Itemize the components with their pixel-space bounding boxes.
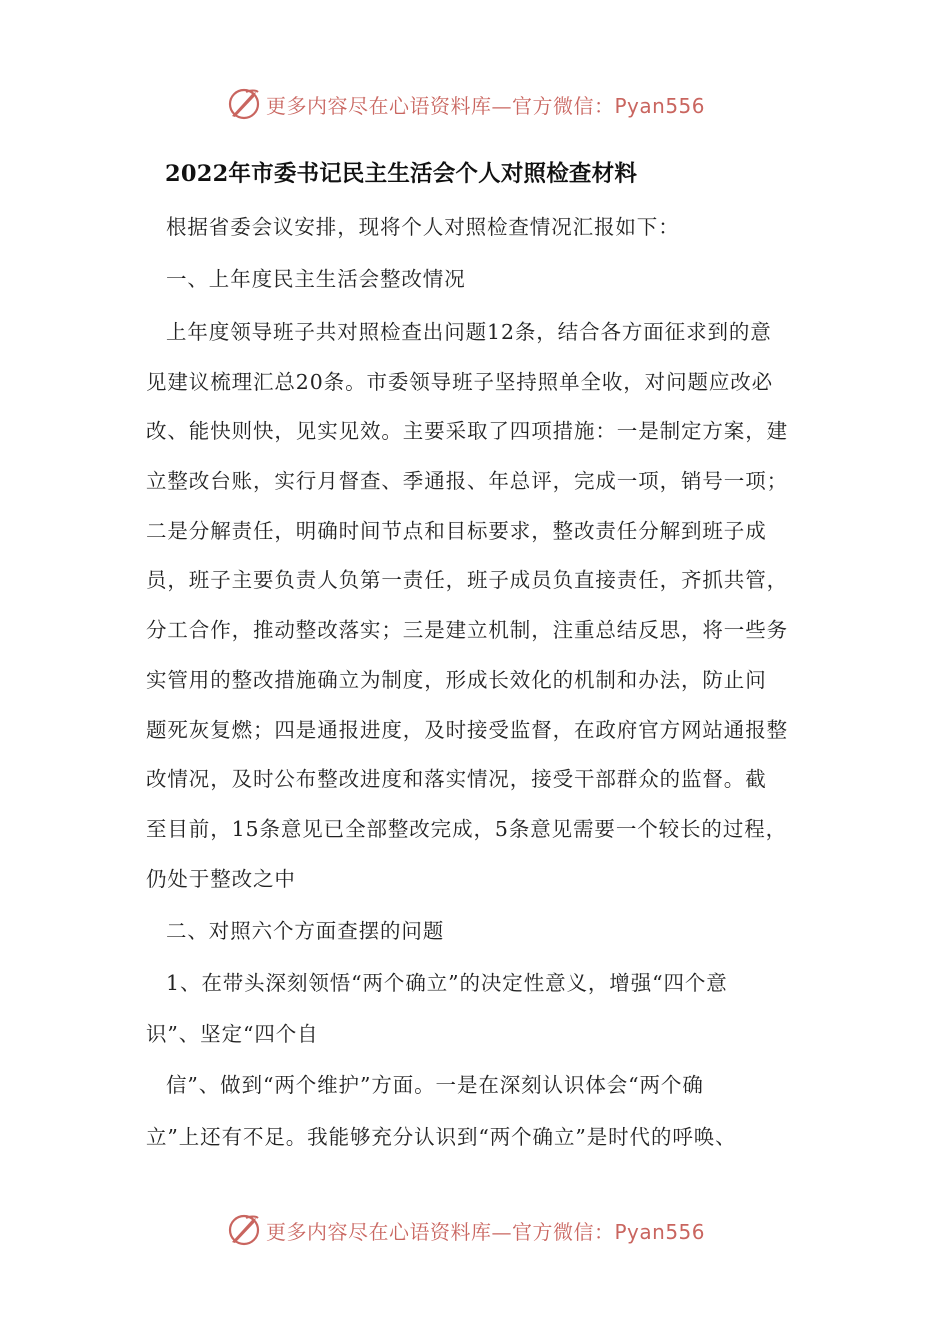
body-line: 根据省委会议安排，现将个人对照检查情况汇报如下： — [166, 215, 680, 239]
body-line: 识”、坚定“四个自 — [146, 1022, 319, 1046]
body-line: 仍处于整改之中 — [146, 867, 296, 891]
body-line: 题死灰复燃；四是通报进度，及时接受监督，在政府官方网站通报整 — [146, 718, 788, 742]
wechat-id: Pyan556 — [614, 1219, 706, 1244]
section-heading: 一、上年度民主生活会整改情况 — [166, 267, 466, 291]
body-line: 至目前，15条意见已全部整改完成，5条意见需要一个较长的过程， — [146, 817, 788, 841]
header-banner — [226, 84, 746, 124]
banner-text: 更多内容尽在心语资料库—官方微信：Pyan556 — [266, 93, 706, 118]
body-line: 上年度领导班子共对照检查出问题12条，结合各方面征求到的意 — [166, 320, 772, 344]
body-line: 信”、做到“两个维护”方面。一是在深刻认识体会“两个确 — [166, 1073, 704, 1097]
body-line: 实管用的整改措施确立为制度，形成长效化的机制和办法，防止问 — [146, 668, 767, 692]
body-line: 立整改台账，实行月督查、季通报、年总评，完成一项，销号一项； — [146, 469, 788, 493]
body-line: 员，班子主要负责人负第一责任，班子成员负直接责任，齐抓共管， — [146, 568, 788, 592]
body-line: 改、能快则快，见实见效。主要采取了四项措施：一是制定方案，建 — [146, 419, 788, 443]
quill-logo-icon — [226, 1212, 262, 1248]
body-line: 1、在带头深刻领悟“两个确立”的决定性意义，增强“四个意 — [166, 971, 728, 995]
wechat-id: Pyan556 — [614, 93, 706, 118]
body-line: 立”上还有不足。我能够充分认识到“两个确立”是时代的呼唤、 — [146, 1125, 737, 1149]
body-line: 分工合作，推动整改落实；三是建立机制，注重总结反思，将一些务 — [146, 618, 788, 642]
footer-banner — [226, 1210, 746, 1250]
section-heading: 二、对照六个方面查摆的问题 — [166, 919, 445, 943]
body-line: 改情况，及时公布整改进度和落实情况，接受干部群众的监督。截 — [146, 767, 767, 791]
page-title: 2022年市委书记民主生活会个人对照检查材料 — [165, 161, 638, 187]
body-line: 见建议梳理汇总20条。市委领导班子坚持照单全收，对问题应改必 — [146, 370, 774, 394]
body-line: 二是分解责任，明确时间节点和目标要求，整改责任分解到班子成 — [146, 519, 767, 543]
banner-text: 更多内容尽在心语资料库—官方微信：Pyan556 — [266, 1219, 706, 1244]
quill-logo-icon — [226, 86, 262, 122]
